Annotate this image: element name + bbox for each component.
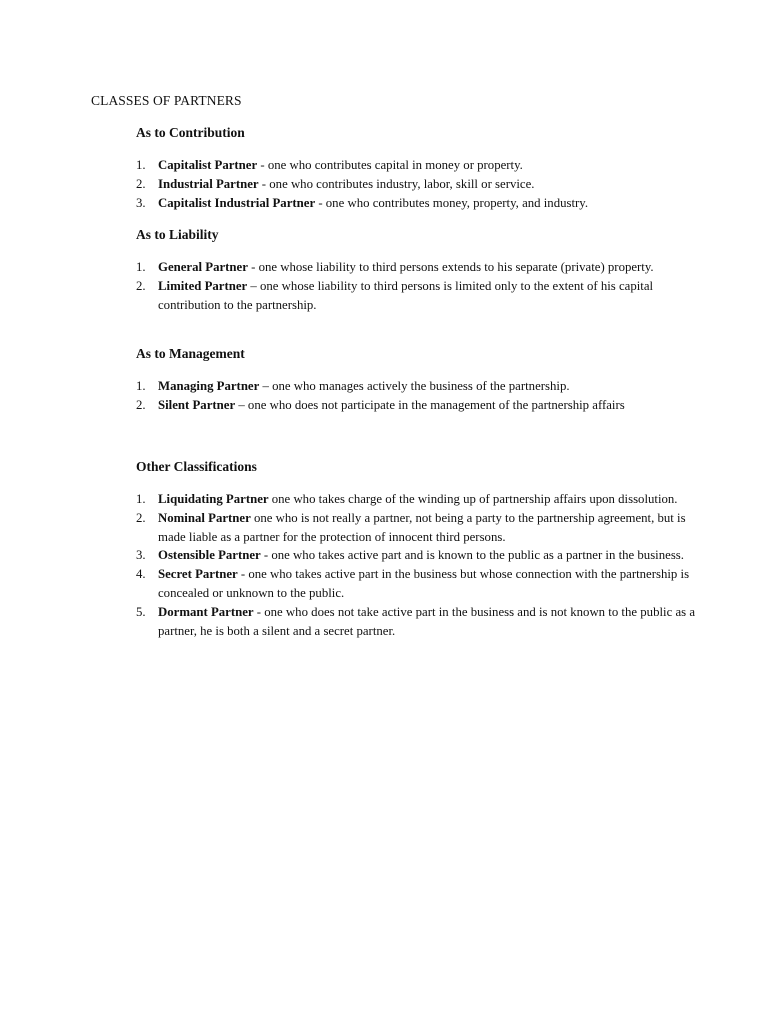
item-description: - one who contributes capital in money or property.	[257, 158, 523, 172]
item-term: Secret Partner	[158, 567, 238, 582]
section-other-classifications	[136, 458, 696, 640]
item-description: – one who manages actively the business of the partnership.	[259, 379, 570, 393]
item-term: Limited Partner	[158, 278, 248, 293]
list-item	[136, 546, 696, 565]
list-item	[136, 194, 696, 213]
item-description: - one who contributes industry, labor, skill or service.	[258, 176, 535, 191]
item-description: - one whose liability to third persons extends to his separate (private) property.	[247, 260, 654, 274]
section-contribution	[136, 124, 696, 212]
list-item	[136, 175, 696, 194]
item-term: Ostensible Partner	[158, 548, 261, 563]
section-management	[136, 345, 696, 415]
item-description: - one who does not take active part in the business and is not known to the public as a partner, he is both a silent and a secret partner.	[158, 604, 695, 638]
item-list	[136, 156, 696, 212]
item-description: - one who takes active part and is known to the public as a partner in the business.	[260, 548, 684, 563]
item-term: Nominal Partner	[158, 510, 251, 525]
item-description: one who takes charge of the winding up of partnership affairs upon dissolution.	[268, 492, 678, 506]
item-number: 1.	[136, 158, 146, 172]
section-liability	[136, 226, 696, 314]
section-heading: As to Liability	[136, 227, 219, 242]
item-number: 5.	[136, 604, 146, 619]
item-term: Industrial Partner	[158, 176, 259, 191]
list-item	[136, 258, 696, 277]
item-term: Silent Partner	[158, 397, 236, 412]
list-item	[136, 565, 696, 603]
item-number: 1.	[136, 492, 146, 506]
item-number: 2.	[136, 278, 146, 293]
item-number: 1.	[136, 260, 146, 274]
item-number: 3.	[136, 548, 146, 563]
list-item	[136, 277, 696, 315]
item-term: Capitalist Industrial Partner	[158, 195, 316, 210]
item-number: 1.	[136, 379, 146, 393]
item-term: Dormant Partner	[158, 604, 254, 619]
item-description: - one who contributes money, property, and industry.	[315, 195, 589, 210]
list-item	[136, 490, 696, 509]
item-description: – one whose liability to third persons is limited only to the extent of his capital contribution to the partnership.	[158, 278, 654, 312]
list-item	[136, 603, 696, 641]
list-item	[136, 156, 696, 175]
item-term: Capitalist Partner	[158, 158, 258, 172]
item-list	[136, 377, 696, 415]
item-term: General Partner	[158, 260, 248, 274]
document-title: CLASSES OF PARTNERS	[91, 93, 242, 108]
item-description: – one who does not participate in the management of the partnership affairs	[235, 397, 625, 412]
item-number: 2.	[136, 397, 146, 412]
item-number: 3.	[136, 195, 146, 210]
item-description: - one who takes active part in the business but whose connection with the partnership is concealed or unknown to the public.	[158, 567, 690, 600]
section-heading: As to Management	[136, 346, 245, 361]
list-item	[136, 396, 696, 415]
item-list	[136, 258, 696, 314]
section-heading: As to Contribution	[136, 125, 245, 140]
item-list	[136, 490, 696, 640]
item-term: Managing Partner	[158, 379, 260, 393]
item-term: Liquidating Partner	[158, 492, 269, 506]
item-number: 2.	[136, 176, 146, 191]
item-number: 4.	[136, 567, 146, 582]
item-description: one who is not really a partner, not being a party to the partnership agreement, but is made liable as a partner for the protection of innocent third persons.	[158, 510, 686, 544]
list-item	[136, 509, 696, 547]
list-item	[136, 377, 696, 396]
section-heading: Other Classifications	[136, 459, 257, 474]
item-number: 2.	[136, 510, 146, 525]
